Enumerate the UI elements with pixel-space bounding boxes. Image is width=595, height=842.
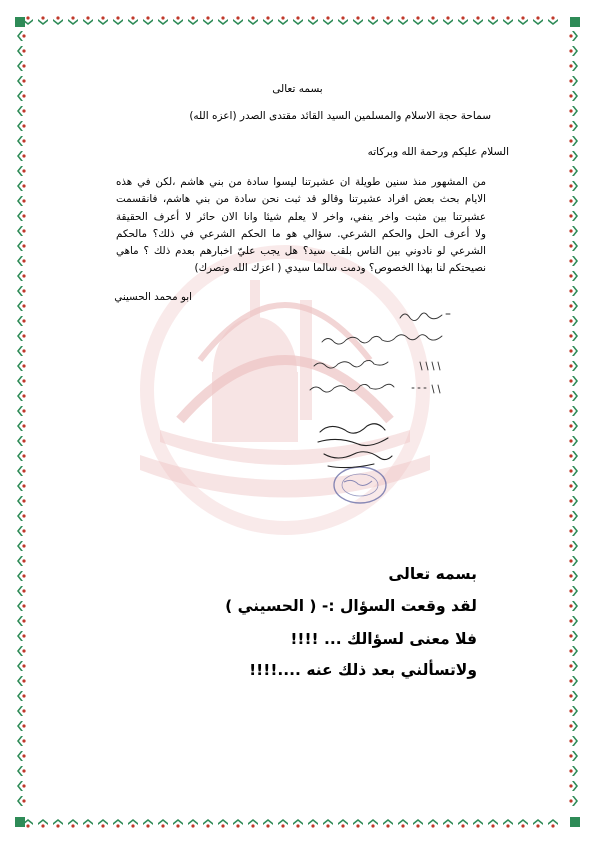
question-line: عشيرتنا بين مثبت واخر ينفي، واخر لا يعلم شيئا وانا الان حائر لا أعرف الحقيقة: [116, 210, 486, 223]
greeting-line: السلام عليكم ورحمة الله وبركاته: [367, 146, 509, 158]
question-line: من المشهور منذ سنين طويلة ان عشيرتنا ليسوا سادة من بني هاشم ،لكن في هذه: [116, 176, 486, 188]
sender-name: ابو محمد الحسيني: [114, 291, 192, 303]
question-line: ولا أعرف الحل والحكم الشرعي. سؤالي هو ما الحكم الشرعي في ذلك؟ مالحكم: [116, 227, 486, 240]
answer-line: لقد وقعت السؤال :- ( الحسيني ): [225, 597, 477, 615]
answer-heading: بسمه تعالى: [388, 565, 477, 583]
addressee-line: سماحة حجة الاسلام والمسلمين السيد القائد مقتدى الصدر (اعزه الله): [189, 110, 491, 122]
answer-line: فلا معنى لسؤالك ... !!!!: [290, 630, 477, 648]
handwritten-reply: [300, 300, 480, 415]
document-title: بسمه تعالى: [272, 83, 323, 95]
question-line: الايام بحث بعض افراد عشيرتنا وقالو قد ثبت نحن سادة من بني هاشم، فانقسمت: [116, 193, 486, 206]
question-body: [116, 174, 486, 278]
question-line: نصيحتكم لنا بهذا الخصوص؟ ودمت سالما سيدي ( اعزك الله ونصرك): [194, 262, 486, 275]
answer-line: ولاتسألني بعد ذلك عنه ....!!!!: [249, 661, 477, 679]
signature-stamp: [300, 420, 410, 515]
question-line: الشرعي لو نادوني بين الناس بلقب سيد؟ هل يجب عليّ اخبارهم بعدم ذلك ؟ ماهي: [116, 245, 486, 258]
